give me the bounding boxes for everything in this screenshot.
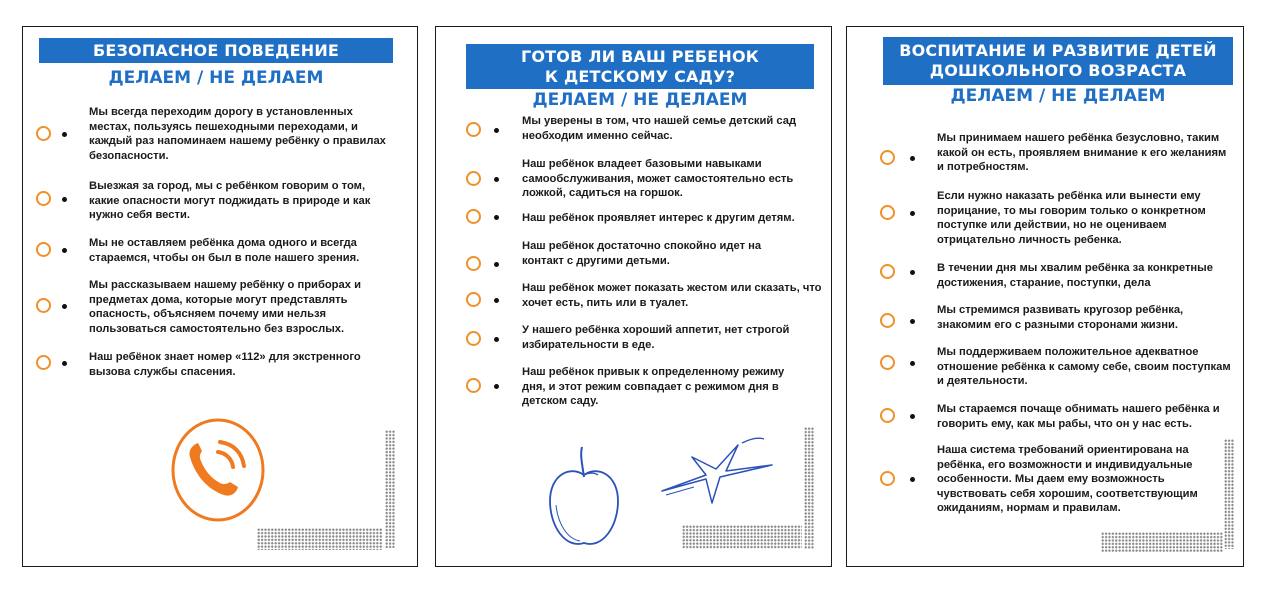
card-kindergarten-readiness <box>435 26 832 567</box>
dot-pattern <box>1101 532 1223 552</box>
dot-pattern <box>1224 439 1234 549</box>
checkbox-ring[interactable] <box>466 122 481 137</box>
card-title-bar <box>39 38 393 63</box>
item-text: У нашего ребёнка хороший аппетит, нет строгой избирательности в еде. <box>522 324 790 351</box>
item-text: Наш ребёнок проявляет интерес к другим детям. <box>522 212 795 224</box>
card-title-line: К ДЕТСКОМУ САДУ? <box>544 67 736 86</box>
bullet-dot <box>494 128 499 133</box>
bullet-dot <box>910 319 915 324</box>
item-text: Мы принимаем нашего ребёнка безусловно, таким какой он есть, проявляем внимание к его желаниям и потребностям. <box>937 132 1227 173</box>
item-text: Мы всегда переходим дорогу в установленных местах, пользуясь пешеходными переходами, и каждый раз напоминаем нашему ребёнку о правилах безопасности. <box>89 106 386 162</box>
bullet-dot <box>910 211 915 216</box>
checkbox-ring[interactable] <box>880 471 895 486</box>
checkbox-ring[interactable] <box>466 256 481 271</box>
checkbox-ring[interactable] <box>466 378 481 393</box>
card-subtitle: ДЕЛАЕМ / НЕ ДЕЛАЕМ <box>532 90 748 110</box>
card-title-bar <box>466 44 814 89</box>
bullet-dot <box>910 361 915 366</box>
bullet-dot <box>494 337 499 342</box>
bullet-dot <box>910 270 915 275</box>
checkbox-ring[interactable] <box>36 242 51 257</box>
item-text: В течении дня мы хвалим ребёнка за конкретные достижения, старание, поступки, дела <box>937 262 1213 289</box>
item-text: Наш ребёнок знает номер «112» для экстренного вызова службы спасения. <box>89 351 361 378</box>
card-preschool-upbringing <box>846 26 1244 567</box>
card-subtitle: ДЕЛАЕМ / НЕ ДЕЛАЕМ <box>108 68 324 88</box>
item-text: Наш ребёнок привык к определенному режиму дня, и этот режим совпадает с режимом дня в детском саду. <box>522 366 785 407</box>
bullet-dot <box>494 262 499 267</box>
item-text: Мы стараемся почаще обнимать нашего ребёнка и говорить ему, как мы рабы, что он у нас есть. <box>937 403 1220 430</box>
apple-doodle <box>544 445 624 555</box>
checkbox-ring[interactable] <box>880 313 895 328</box>
item-text: Мы поддерживаем положительное адекватное отношение ребёнка к самому себе, своим поступкам и деятельности. <box>937 346 1231 387</box>
bullet-dot <box>494 177 499 182</box>
bullet-dot <box>62 248 67 253</box>
bullet-dot <box>62 304 67 309</box>
card-title-line: БЕЗОПАСНОЕ ПОВЕДЕНИЕ <box>92 41 340 60</box>
checkbox-ring[interactable] <box>466 292 481 307</box>
checkbox-ring[interactable] <box>36 191 51 206</box>
item-text: Мы не оставляем ребёнка дома одного и всегда стараемся, чтобы он был в поле нашего зрения. <box>89 237 360 264</box>
item-text: Мы уверены в том, что нашей семье детский сад необходим именно сейчас. <box>522 115 797 142</box>
item-text: Наш ребёнок владеет базовыми навыками самообслуживания, может самостоятельно есть ложкой, садиться на горшок. <box>522 158 794 199</box>
checkbox-ring[interactable] <box>880 264 895 279</box>
bullet-dot <box>62 361 67 366</box>
item-text: Мы стремимся развивать кругозор ребёнка, знакомим его с разными сторонами жизни. <box>937 304 1184 331</box>
dot-pattern <box>682 525 802 549</box>
bullet-dot <box>910 156 915 161</box>
card-title-line: ВОСПИТАНИЕ И РАЗВИТИЕ ДЕТЕЙ <box>899 41 1217 60</box>
dot-pattern <box>257 528 383 550</box>
item-text: Мы рассказываем нашему ребёнку о приборах и предметах дома, которые могут представлять опасность, объясняем почему ими нельзя пользоваться самостоятельно без взрослых. <box>89 279 361 335</box>
bullet-dot <box>910 414 915 419</box>
item-text: Наш ребёнок может показать жестом или сказать, что хочет есть, пить или в туалет. <box>522 282 822 309</box>
item-text: Наш ребёнок достаточно спокойно идет на контакт с другими детьми. <box>522 240 762 267</box>
bullet-dot <box>494 215 499 220</box>
bullet-dot <box>494 384 499 389</box>
checkbox-ring[interactable] <box>880 355 895 370</box>
bullet-dot <box>62 132 67 137</box>
bullet-dot <box>910 477 915 482</box>
dot-pattern <box>385 430 395 548</box>
checkbox-ring[interactable] <box>880 205 895 220</box>
bullet-dot <box>62 197 67 202</box>
checkbox-ring[interactable] <box>36 355 51 370</box>
card-title-bar <box>883 37 1233 85</box>
checkbox-ring[interactable] <box>36 298 51 313</box>
dot-pattern <box>804 427 814 549</box>
card-safe-behavior <box>22 26 418 567</box>
item-text: Наша система требований ориентирована на ребёнка, его возможности и индивидуальные особенности. Мы даем ему возможность чувствовать себя хорошим, соответствующим ожиданиям, нормам и правилам. <box>937 444 1198 514</box>
card-title-line: ГОТОВ ЛИ ВАШ РЕБЕНОК <box>520 47 760 66</box>
item-text: Если нужно наказать ребёнка или вынести ему порицание, то мы говорим только о конкретном поступке или действии, но не оцениваем отрицательно личность ребенка. <box>937 190 1206 246</box>
checkbox-ring[interactable] <box>36 126 51 141</box>
card-title-line: ДОШКОЛЬНОГО ВОЗРАСТА <box>929 61 1187 80</box>
star-doodle <box>654 433 779 511</box>
checkbox-ring[interactable] <box>880 150 895 165</box>
checkbox-ring[interactable] <box>466 209 481 224</box>
phone-icon <box>168 415 268 525</box>
checkbox-ring[interactable] <box>466 331 481 346</box>
item-text: Выезжая за город, мы с ребёнком говорим о том, какие опасности могут поджидать в природе и как нужно себя вести. <box>89 180 371 221</box>
checkbox-ring[interactable] <box>880 408 895 423</box>
bullet-dot <box>494 298 499 303</box>
card-subtitle: ДЕЛАЕМ / НЕ ДЕЛАЕМ <box>950 86 1166 106</box>
checkbox-ring[interactable] <box>466 171 481 186</box>
